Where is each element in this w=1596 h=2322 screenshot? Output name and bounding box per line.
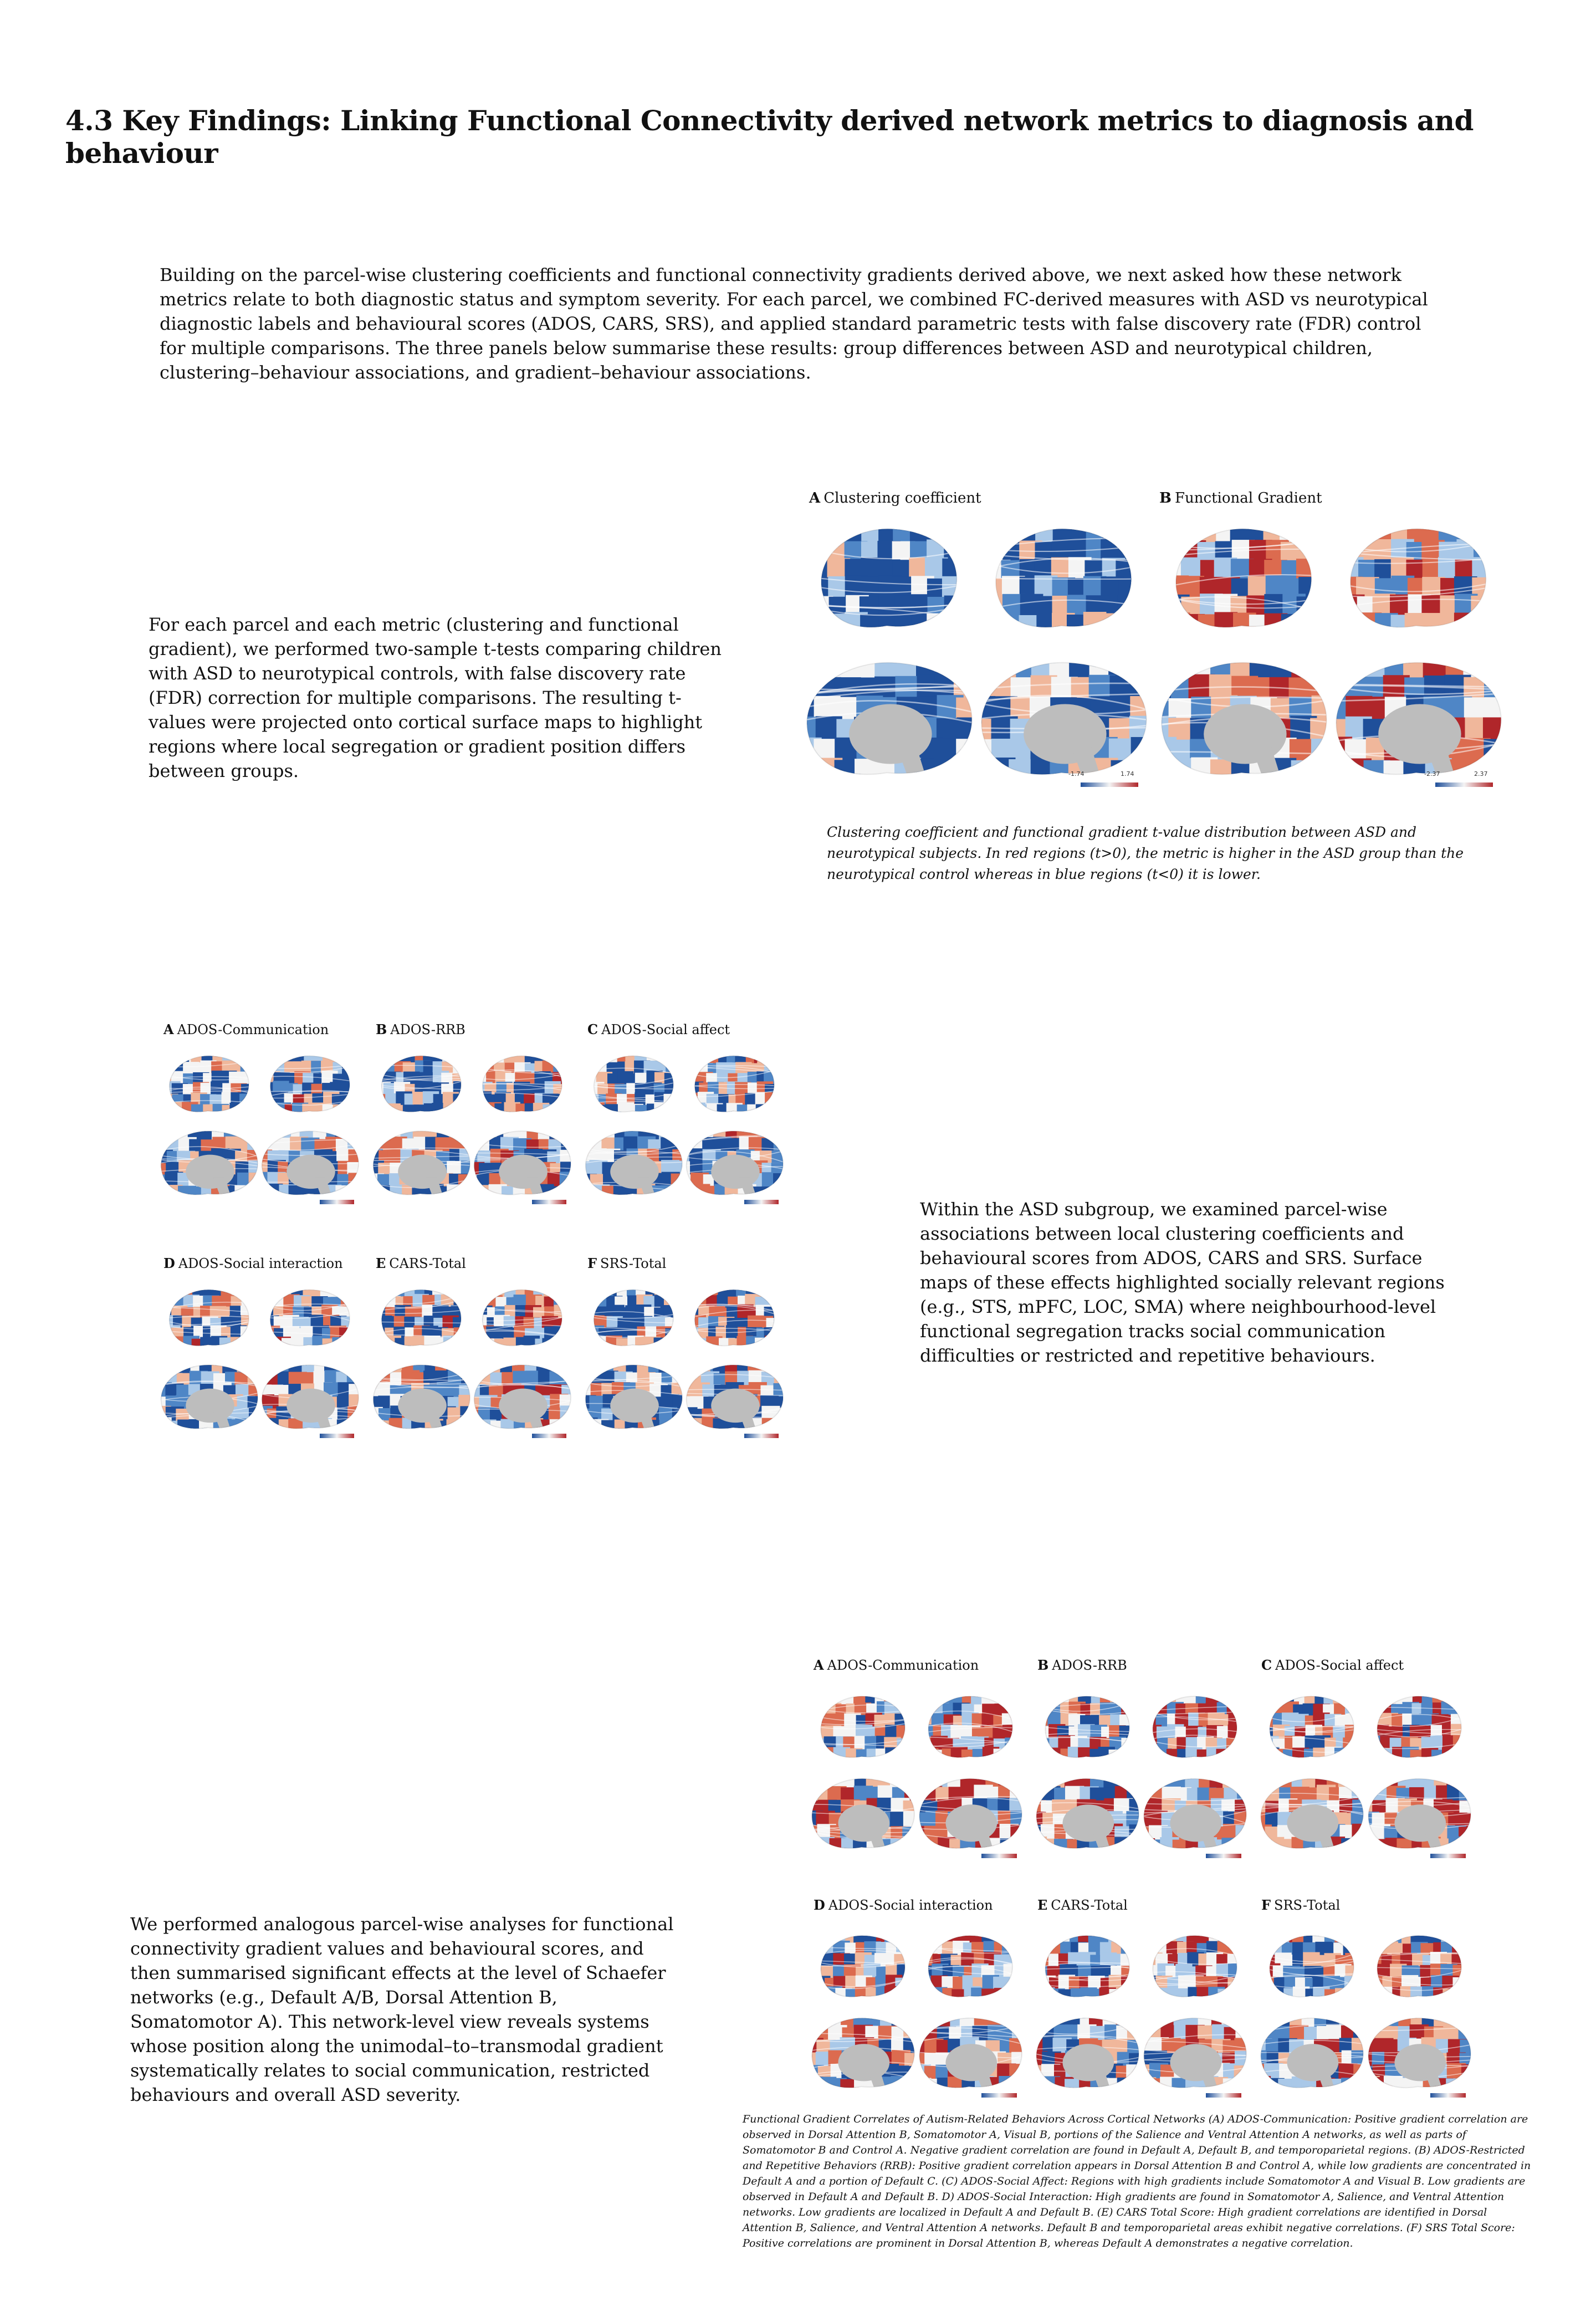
medial-brain-icon: [580, 1128, 685, 1199]
medial-brain-icon: [155, 1128, 260, 1199]
medial-brain-icon: [806, 2014, 918, 2092]
medial-brain-icon: [1030, 1775, 1142, 1853]
medial-brain-view: [806, 1775, 918, 1853]
medial-brain-icon: [913, 1775, 1025, 1853]
lateral-brain-icon: [377, 1053, 463, 1116]
lateral-brain-view: [1372, 1693, 1464, 1761]
medial-brain-view: [1255, 2014, 1367, 2092]
fig1-caption: Clustering coefficient and functional gradient t-value distribution between ASD and neurotypical subjects. In red regions (t>0), the metric is higher in the ASD group than the neurotypical control whereas in blue regions (t<0) it is lower.: [827, 824, 1464, 882]
medial-brain-view: [1138, 1775, 1250, 1853]
clustering-behaviour-paragraph: Within the ASD subgroup, we examined parcel-wise associations between local clustering coefficients and behavioural scores from ADOS, CARS and SRS. Surface maps of these effects highlighted socially relevant regions (e.g., STS, mPFC, LOC, SMA) where neighbourhood-level functional segregation tracks social communication difficulties or restricted and repetitive behaviours.: [920, 1199, 1445, 1366]
lateral-brain-icon: [589, 1053, 676, 1116]
lateral-brain-icon: [1040, 1932, 1132, 2001]
medial-brain-icon: [1362, 1775, 1474, 1853]
medial-brain-view: [468, 1362, 574, 1433]
lateral-brain-icon: [478, 1287, 564, 1349]
lateral-brain-view: [1265, 1932, 1357, 2001]
medial-brain-view: [580, 1128, 685, 1199]
fig3-panel-a-label: A ADOS-Communication: [814, 1657, 979, 1673]
lateral-brain-icon: [165, 1053, 251, 1116]
colorbar: [981, 1854, 1017, 1858]
lateral-brain-view: [1040, 1693, 1132, 1761]
fig1-brain-maps: [806, 524, 1505, 790]
lateral-brain-icon: [1148, 1693, 1240, 1761]
medial-brain-view: [971, 657, 1152, 781]
colorbar: [981, 2093, 1017, 2098]
lateral-brain-view: [377, 1287, 463, 1349]
fig1-panel-b-label: B Functional Gradient: [1159, 490, 1322, 507]
fig3-panel-c-label: C ADOS-Social affect: [1261, 1657, 1404, 1673]
lateral-brain-view: [690, 1287, 776, 1349]
lateral-brain-view: [265, 1287, 352, 1349]
medial-brain-icon: [1138, 2014, 1250, 2092]
fig3-brain-maps: [812, 1693, 1493, 2114]
medial-brain-view: [913, 1775, 1025, 1853]
intro-paragraph: Building on the parcel-wise clustering coefficients and functional connectivity gradients derived above, we next asked how these network metrics relate to both diagnostic status and symptom severity. For each parcel, we combined FC-derived measures with ASD vs neurotypical diagnostic labels and behavioural scores (ADOS, CARS, SRS), and applied standard parametric tests with false discovery rate (FDR) control for multiple comparisons. The three panels below summarise these results: group differences between ASD and neurotypical children, clustering–behaviour associations, and gradient–behaviour associations.: [160, 264, 1428, 383]
medial-brain-view: [580, 1362, 685, 1433]
colorbar: [320, 1200, 354, 1204]
medial-brain-icon: [1362, 2014, 1474, 2092]
medial-brain-icon: [468, 1128, 574, 1199]
medial-brain-icon: [681, 1128, 786, 1199]
lateral-brain-icon: [816, 1932, 908, 2001]
lateral-brain-view: [1148, 1693, 1240, 1761]
fig3-panel-e-label: E CARS-Total: [1037, 1897, 1128, 1913]
fig1-cbar-b-max: 2.37: [1474, 770, 1488, 778]
lateral-brain-view: [1372, 1932, 1464, 2001]
colorbar: [1081, 782, 1138, 787]
medial-brain-view: [468, 1128, 574, 1199]
medial-brain-icon: [681, 1362, 786, 1433]
fig3-panel-b-label: B ADOS-RRB: [1037, 1657, 1127, 1673]
lateral-brain-icon: [265, 1053, 352, 1116]
colorbar: [532, 1434, 566, 1438]
medial-brain-icon: [367, 1362, 473, 1433]
lateral-brain-icon: [1148, 1932, 1240, 2001]
lateral-brain-view: [165, 1053, 251, 1116]
medial-brain-view: [1362, 2014, 1474, 2092]
colorbar: [532, 1200, 566, 1204]
lateral-brain-icon: [1265, 1932, 1357, 2001]
medial-brain-view: [1255, 1775, 1367, 1853]
lateral-brain-view: [377, 1053, 463, 1116]
fig1-panel-a-label: A Clustering coefficient: [809, 490, 981, 507]
medial-brain-icon: [797, 657, 977, 781]
lateral-brain-icon: [816, 1693, 908, 1761]
medial-brain-view: [681, 1128, 786, 1199]
medial-brain-icon: [1255, 1775, 1367, 1853]
group-diff-paragraph: For each parcel and each metric (clustering and functional gradient), we performed two-sample t-tests comparing children with ASD to neurotypical controls, with false discovery rate (FDR) correction for multiple comparisons. The resulting t-values were projected onto cortical surface maps to highlight regions where local segregation or gradient position differs between groups.: [149, 614, 722, 781]
colorbar: [744, 1434, 778, 1438]
lateral-brain-icon: [265, 1287, 352, 1349]
medial-brain-view: [155, 1128, 260, 1199]
medial-brain-icon: [155, 1362, 260, 1433]
lateral-brain-view: [690, 1053, 776, 1116]
lateral-brain-view: [923, 1693, 1015, 1761]
medial-brain-view: [1326, 657, 1506, 781]
fig2-panel-a-label: A ADOS-Communication: [163, 1021, 329, 1037]
lateral-brain-icon: [1372, 1932, 1464, 2001]
colorbar: [1430, 2093, 1466, 2098]
fig2-brain-maps: [161, 1053, 787, 1463]
medial-brain-icon: [1255, 2014, 1367, 2092]
lateral-brain-icon: [165, 1287, 251, 1349]
lateral-brain-view: [1342, 524, 1490, 633]
medial-brain-icon: [1326, 657, 1506, 781]
lateral-brain-view: [1040, 1932, 1132, 2001]
fig3-caption: Functional Gradient Correlates of Autism-Related Behaviors Across Cortical Networks (A) ADOS-Communication: Positive gradient correlation are observed in Dorsal Attention B, Somatomotor A, Visual B, portions of the Salience and Ventral Attention A networks, as well as parts of Somatomotor B and Control A. Negative gradient correlation are found in Default A, Default B, and temporoparietal regions. (B) ADOS-Restricted and Repetitive Behaviors (RRB): Positive gradient correlation appears in Dorsal Attention B and Control A, while low gradients are concentrated in Default A and a portion of Default C. (C) ADOS-Social Affect: Regions with high gradients include Somatomotor A and Visual B. Low gradients are observed in Default A and Default B. D) ADOS-Social Interaction: High gradients are found in Somatomotor A, Salience, and Ventral Attention networks. Low gradients are localized in Default A and Default B. (E) CARS Total Score: High gradient correlations are identified in Dorsal Attention B, Salience, and Ventral Attention A networks. Default B and temporoparietal areas exhibit negative correlations. (F) SRS Total Score: Positive correlations are prominent in Dorsal Attention B, whereas Default A demonstrates a negative correlation.: [743, 2113, 1531, 2249]
fig2-panel-f-label: F SRS-Total: [587, 1255, 667, 1271]
lateral-brain-icon: [478, 1053, 564, 1116]
lateral-brain-view: [813, 524, 961, 633]
lateral-brain-icon: [690, 1287, 776, 1349]
fig1-cbar-a-min: -1.74: [1068, 770, 1085, 778]
lateral-brain-icon: [813, 524, 961, 633]
medial-brain-view: [681, 1362, 786, 1433]
lateral-brain-icon: [1040, 1693, 1132, 1761]
colorbar: [320, 1434, 354, 1438]
medial-brain-view: [1030, 1775, 1142, 1853]
lateral-brain-view: [478, 1053, 564, 1116]
gradient-behaviour-paragraph: We performed analogous parcel-wise analyses for functional connectivity gradient values and behavioural scores, and then summarised significant effects at the level of Schaefer networks (e.g., Default A/B, Dorsal Attention B, Somatomotor A). This network-level view reveals systems whose position along the unimodal–to–transmodal gradient systematically relates to social communication, restricted behaviours and overall ASD severity.: [130, 1914, 674, 2105]
lateral-brain-icon: [690, 1053, 776, 1116]
colorbar: [1206, 1854, 1242, 1858]
lateral-brain-view: [165, 1287, 251, 1349]
lateral-brain-icon: [923, 1693, 1015, 1761]
colorbar: [744, 1200, 778, 1204]
fig2-panel-b-label: B ADOS-RRB: [376, 1021, 466, 1037]
section-title: 4.3 Key Findings: Linking Functional Connectivity derived network metrics to diagnosis and behaviour: [65, 104, 1474, 170]
fig3-panel-f-label: F SRS-Total: [1261, 1897, 1341, 1913]
lateral-brain-view: [923, 1932, 1015, 2001]
medial-brain-icon: [913, 2014, 1025, 2092]
medial-brain-view: [367, 1362, 473, 1433]
lateral-brain-icon: [1168, 524, 1316, 633]
lateral-brain-view: [816, 1693, 908, 1761]
medial-brain-icon: [1152, 657, 1332, 781]
medial-brain-icon: [1138, 1775, 1250, 1853]
lateral-brain-icon: [589, 1287, 676, 1349]
medial-brain-icon: [580, 1362, 685, 1433]
lateral-brain-view: [478, 1287, 564, 1349]
lateral-brain-icon: [377, 1287, 463, 1349]
colorbar: [1206, 2093, 1242, 2098]
lateral-brain-view: [1265, 1693, 1357, 1761]
fig2-panel-e-label: E CARS-Total: [376, 1255, 466, 1271]
medial-brain-view: [797, 657, 977, 781]
fig3-panel-d-label: D ADOS-Social interaction: [814, 1897, 993, 1913]
fig2-panel-d-label: D ADOS-Social interaction: [163, 1255, 343, 1271]
lateral-brain-view: [589, 1053, 676, 1116]
lateral-brain-view: [816, 1932, 908, 2001]
fig1-cbar-b-min: -2.37: [1424, 770, 1440, 778]
medial-brain-icon: [806, 1775, 918, 1853]
lateral-brain-view: [1168, 524, 1316, 633]
medial-brain-view: [1362, 1775, 1474, 1853]
lateral-brain-icon: [1265, 1693, 1357, 1761]
medial-brain-view: [256, 1362, 361, 1433]
colorbar: [1430, 1854, 1466, 1858]
medial-brain-view: [1152, 657, 1332, 781]
lateral-brain-icon: [1372, 1693, 1464, 1761]
medial-brain-view: [913, 2014, 1025, 2092]
colorbar: [1435, 782, 1493, 787]
medial-brain-icon: [367, 1128, 473, 1199]
medial-brain-icon: [468, 1362, 574, 1433]
lateral-brain-view: [988, 524, 1135, 633]
lateral-brain-view: [265, 1053, 352, 1116]
medial-brain-icon: [971, 657, 1152, 781]
lateral-brain-view: [1148, 1932, 1240, 2001]
lateral-brain-view: [589, 1287, 676, 1349]
medial-brain-icon: [256, 1362, 361, 1433]
fig2-panel-c-label: C ADOS-Social affect: [587, 1021, 730, 1037]
medial-brain-view: [1138, 2014, 1250, 2092]
medial-brain-view: [1030, 2014, 1142, 2092]
medial-brain-view: [155, 1362, 260, 1433]
lateral-brain-icon: [1342, 524, 1490, 633]
medial-brain-view: [256, 1128, 361, 1199]
medial-brain-icon: [1030, 2014, 1142, 2092]
medial-brain-view: [367, 1128, 473, 1199]
medial-brain-view: [806, 2014, 918, 2092]
fig1-cbar-a-max: 1.74: [1121, 770, 1134, 778]
medial-brain-icon: [256, 1128, 361, 1199]
lateral-brain-icon: [988, 524, 1135, 633]
lateral-brain-icon: [923, 1932, 1015, 2001]
